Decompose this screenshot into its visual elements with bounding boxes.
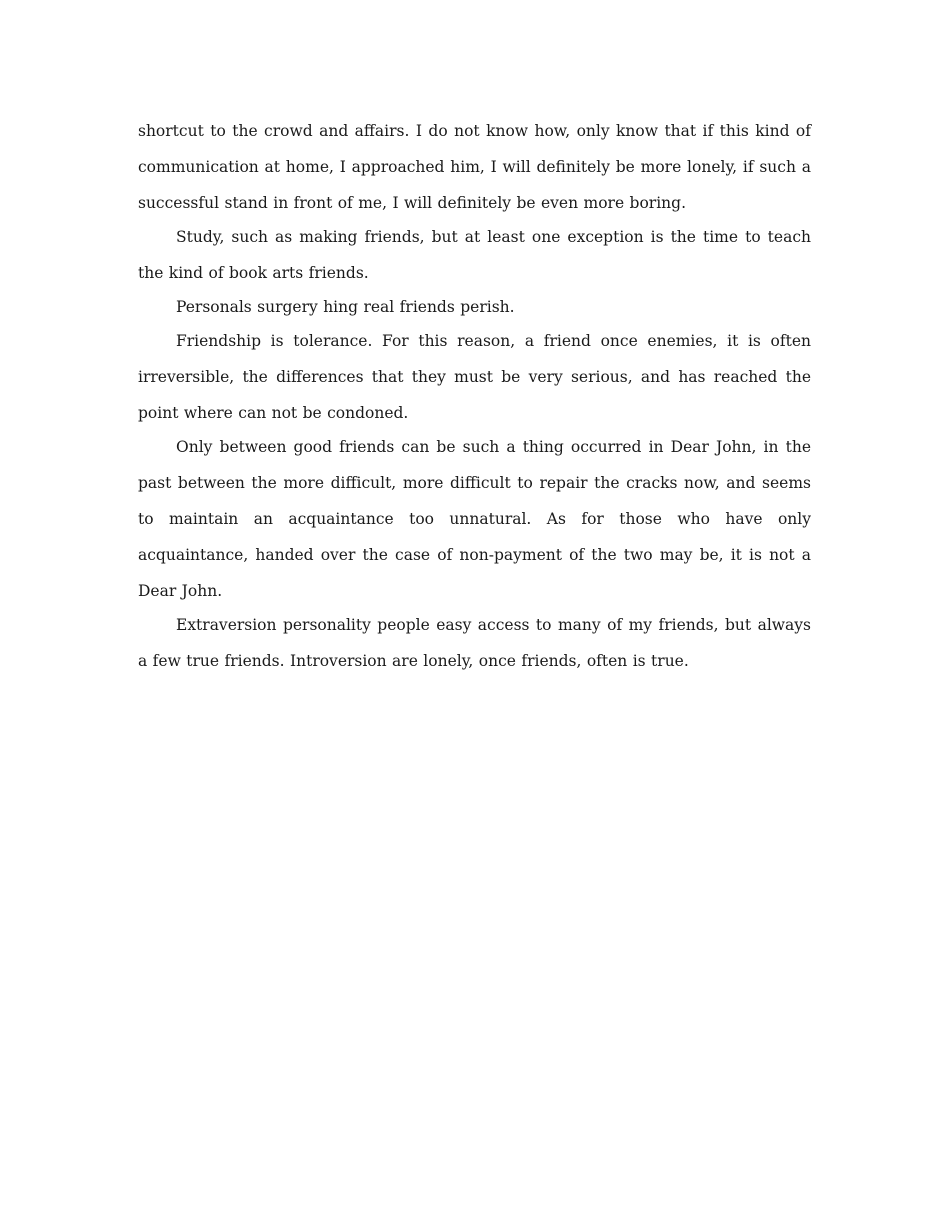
paragraph-continuation: shortcut to the crowd and affairs. I do not know how, only know that if this kind of communication at home, I approached him, I will definitely be more lonely, if such a successful stand in front of me, I will definitely be even more boring. (138, 122, 811, 212)
paragraph-friendship-tolerance: Friendship is tolerance. For this reason, a friend once enemies, it is often irreversible, the differences that they must be very serious, and has reached the point where can not be condoned. (138, 332, 811, 422)
paragraph-study: Study, such as making friends, but at least one exception is the time to teach the kind of book arts friends. (138, 228, 811, 282)
paragraph-dear-john: Only between good friends can be such a thing occurred in Dear John, in the past between the more difficult, more difficult to repair the cracks now, and seems to maintain an acquaintance too unnatural. As for those who have only acquaintance, handed over the case of non-payment of the two may be, it is not a Dear John. (138, 438, 811, 600)
paragraph-personals: Personals surgery hing real friends perish. (176, 298, 515, 316)
document-body (138, 113, 811, 677)
paragraph-extraversion: Extraversion personality people easy access to many of my friends, but always a few true friends. Introversion are lonely, once friends, often is true. (138, 616, 811, 670)
